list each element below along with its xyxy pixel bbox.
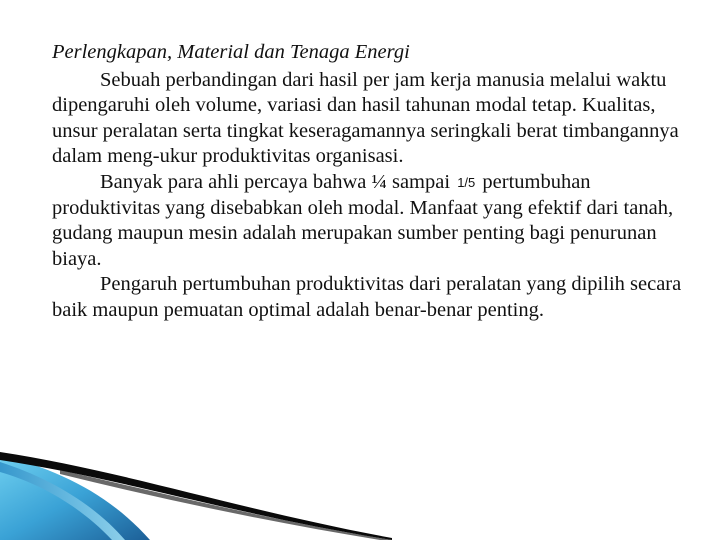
paragraph-2-text-before: Banyak para ahli percaya bahwa ¼ sampai (100, 170, 456, 193)
paragraph-2-text-after: pertumbuhan produktivitas yang disebabkan oleh modal. Manfaat yang efektif dari tanah, gudang maupun mesin adalah merupakan sumber penting bagi penurunan biaya. (52, 170, 674, 270)
paragraph-2-fraction: 1/5 (457, 174, 476, 190)
paragraph-3: Pengaruh pertumbuhan produktivitas dari peralatan yang dipilih secara baik maupun pemuatan optimal adalah benar-benar penting. (52, 273, 682, 321)
slide-content (52, 40, 692, 324)
slide-heading: Perlengkapan, Material dan Tenaga Energi (52, 41, 410, 63)
paragraph-2 (52, 170, 692, 272)
paragraph-1: Sebuah perbandingan dari hasil per jam kerja manusia melalui waktu dipengaruhi oleh volume, variasi dan hasil tahunan modal tetap. Kualitas, unsur peralatan serta tingkat keseragamannya seringkali berat timbangannya dalam meng-ukur produktivitas organisasi. (52, 68, 679, 168)
